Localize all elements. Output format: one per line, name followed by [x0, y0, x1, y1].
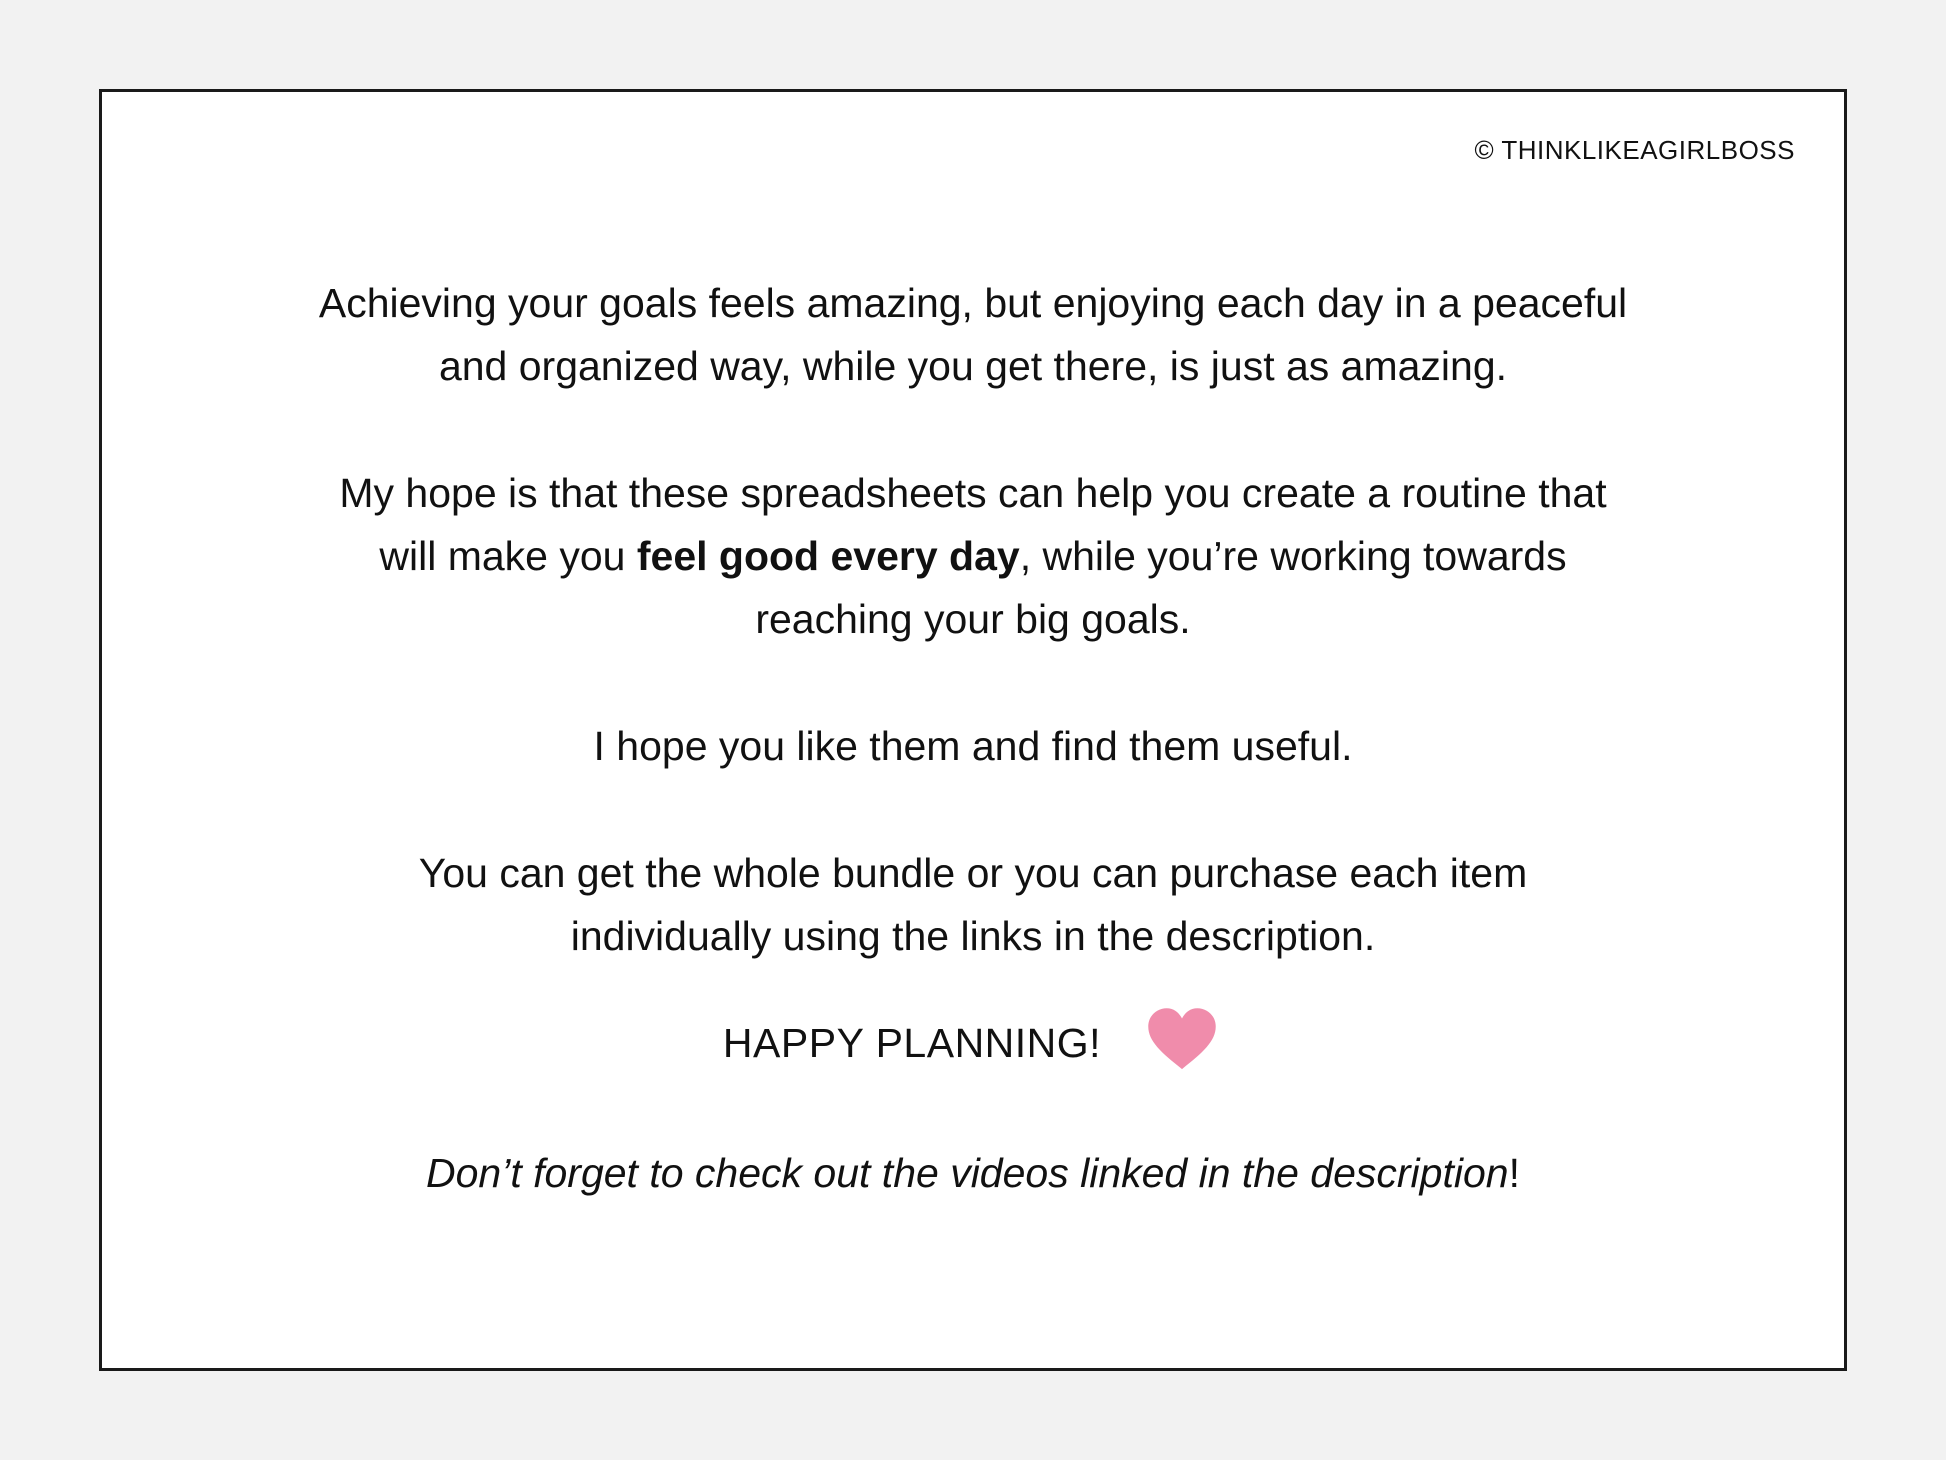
heart-icon [1145, 1006, 1219, 1072]
paragraph-3-line-1: I hope you like them and find them useful. [593, 723, 1353, 769]
paragraph-2-line-2-start: will make you [379, 533, 637, 579]
paragraph-1-line-1: Achieving your goals feels amazing, but enjoying each day in a peaceful [318, 280, 1628, 326]
paragraph-4-line-1: You can get the whole bundle or you can purchase each item [418, 850, 1528, 896]
paragraph-4-line-2: individually using the links in the description. [570, 913, 1376, 959]
paragraph-2-line-2 [102, 525, 1844, 588]
paragraph-2-line-2-end: , while you’re working towards [1019, 533, 1567, 579]
paragraph-2 [102, 462, 1844, 651]
footer-italic-text: Don’t forget to check out the videos linked in the description [426, 1150, 1509, 1196]
page-card [99, 89, 1847, 1371]
signoff-text: HAPPY PLANNING! [722, 1019, 1102, 1066]
paragraph-1 [102, 272, 1844, 398]
footer-note [102, 1142, 1844, 1205]
paragraph-1-line-2: and organized way, while you get there, is just as amazing. [438, 343, 1508, 389]
paragraph-2-line-3: reaching your big goals. [755, 596, 1191, 642]
paragraph-4 [102, 842, 1844, 968]
paragraph-3 [102, 715, 1844, 778]
emphasis-text: feel good every day [636, 533, 1020, 579]
copyright-notice: © THINKLIKEAGIRLBOSS [1474, 135, 1795, 165]
footer-suffix: ! [1508, 1150, 1520, 1196]
signoff-row [102, 1008, 1844, 1078]
paragraph-2-line-1: My hope is that these spreadsheets can help you create a routine that [339, 470, 1607, 516]
message-body [102, 272, 1844, 1205]
